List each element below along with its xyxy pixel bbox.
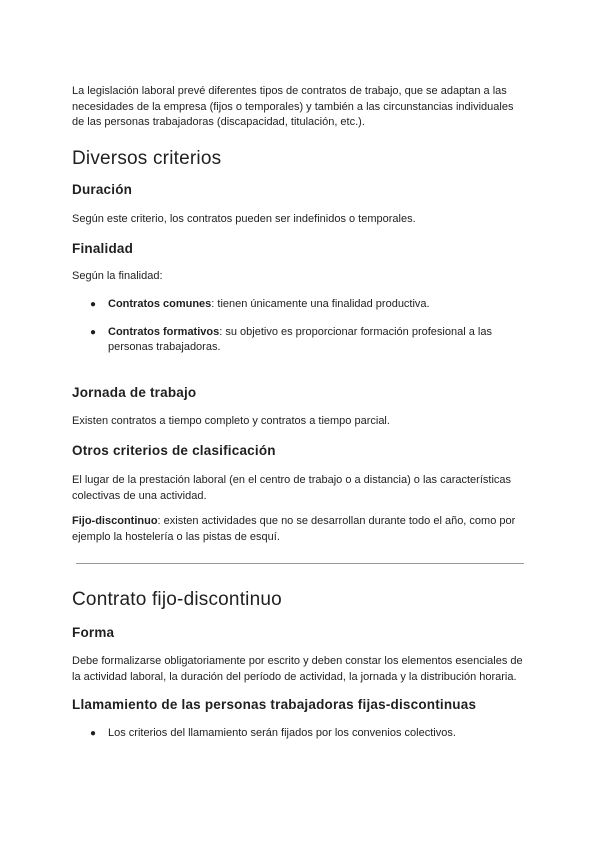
finalidad-paragraph: Según la finalidad: (72, 270, 163, 282)
fijo-discontinuo-term: Fijo-discontinuo (72, 515, 158, 527)
bullet-icon: ● (90, 326, 97, 338)
section-title-diversos-criterios: Diversos criterios (72, 148, 222, 169)
list-item (72, 726, 528, 742)
jornada-paragraph: Existen contratos a tiempo completo y contratos a tiempo parcial. (72, 415, 390, 427)
forma-paragraph: Debe formalizarse obligatoriamente por escrito y deben constar los elementos esenciales de la actividad laboral, la duración del período de actividad, la jornada y la distribución horaria. (72, 655, 523, 683)
horizontal-divider (76, 563, 524, 564)
list-item (72, 325, 528, 356)
fijo-discontinuo-paragraph (72, 514, 528, 545)
bullet-icon: ● (90, 299, 97, 310)
heading-otros-criterios: Otros criterios de clasificación (72, 443, 276, 458)
bullet-icon: ● (90, 728, 97, 739)
list-item-desc: : su objetivo es proporcionar formación profesional a las personas trabajadoras. (108, 325, 492, 353)
heading-llamamiento: Llamamiento de las personas trabajadoras fijas-discontinuas (72, 697, 477, 712)
intro-paragraph: La legislación laboral prevé diferentes tipos de contratos de trabajo, que se adaptan a las necesidades de la empresa (fijos o temporales) y también a las circunstancias individuales de las personas trabajadoras (discapacidad, titulación, etc.). (72, 85, 514, 128)
list-item-term: Contratos comunes (108, 298, 212, 310)
fijo-discontinuo-text: : existen actividades que no se desarrollan durante todo el año, como por ejemplo la hostelería o las pistas de esquí. (72, 515, 516, 543)
list-item-term: Contratos formativos (108, 325, 220, 338)
heading-finalidad: Finalidad (72, 241, 134, 256)
finalidad-list (72, 297, 528, 356)
llamamiento-list (72, 726, 528, 742)
heading-jornada: Jornada de trabajo (72, 385, 197, 400)
duracion-paragraph: Según este criterio, los contratos pueden ser indefinidos o temporales. (72, 213, 416, 225)
list-item (72, 297, 528, 313)
list-item-desc: : tienen únicamente una finalidad productiva. (211, 298, 430, 310)
heading-forma: Forma (72, 625, 115, 640)
list-item-text: Los criterios del llamamiento serán fijados por los convenios colectivos. (108, 727, 456, 739)
otros-paragraph: El lugar de la prestación laboral (en el centro de trabajo o a distancia) o las características colectivas de una actividad. (72, 474, 512, 502)
heading-duracion: Duración (72, 182, 133, 197)
section-title-contrato-fijo-discontinuo: Contrato fijo-discontinuo (72, 589, 282, 610)
